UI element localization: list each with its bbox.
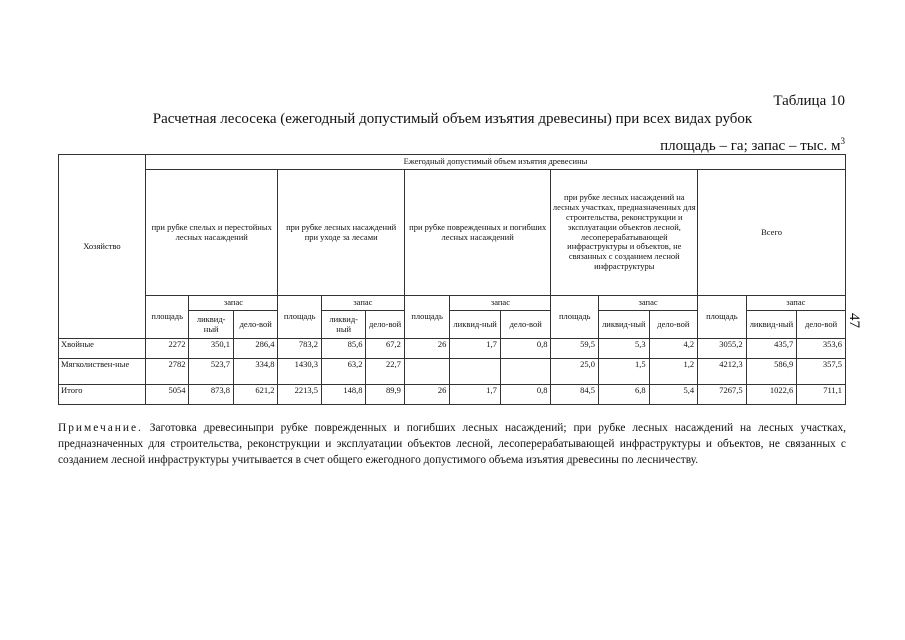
table-cell: 1,5: [599, 359, 650, 385]
stock-header: запас: [450, 296, 551, 311]
liquid-header: ликвид-ный: [321, 311, 366, 339]
table-cell: 435,7: [746, 339, 797, 359]
table-cell: 0,8: [500, 339, 551, 359]
table-cell: 84,5: [551, 385, 599, 405]
table-cell: 1,7: [450, 385, 501, 405]
row-label: Хвойные: [59, 339, 146, 359]
area-header: площадь: [145, 296, 188, 339]
table-cell: 2782: [145, 359, 188, 385]
group-header-mature: при рубке спелых и перестойных лесных насаждений: [145, 170, 277, 296]
page-number: 47: [846, 313, 862, 328]
table-cell: 1,7: [450, 339, 501, 359]
liquid-header: ликвид-ный: [450, 311, 501, 339]
table-row: [59, 385, 846, 405]
table-cell: 25,0: [551, 359, 599, 385]
group-header-care: при рубке лесных насаждений при уходе за лесами: [278, 170, 404, 296]
table-cell: 873,8: [189, 385, 234, 405]
liquid-header: ликвид-ный: [599, 311, 650, 339]
footnote: [58, 420, 846, 468]
area-header: площадь: [551, 296, 599, 339]
area-header: площадь: [278, 296, 321, 339]
table-cell: 67,2: [366, 339, 404, 359]
stock-header: запас: [189, 296, 278, 311]
table-cell: 7267,5: [698, 385, 747, 405]
table-body: [59, 339, 846, 405]
business-header: дело-вой: [649, 311, 698, 339]
top-header: Ежегодный допустимый объем изъятия древесины: [145, 155, 845, 170]
table-row: [59, 339, 846, 359]
table-cell: 22,7: [366, 359, 404, 385]
row-label: Итого: [59, 385, 146, 405]
table-number: Таблица 10: [773, 93, 845, 109]
table-cell: 26: [404, 339, 450, 359]
business-header: дело-вой: [797, 311, 846, 339]
table-cell: 1022,6: [746, 385, 797, 405]
header-row-stock: [59, 296, 846, 311]
table-cell: 4212,3: [698, 359, 747, 385]
area-header: площадь: [698, 296, 747, 339]
header-row-top: [59, 155, 846, 170]
area-header: площадь: [404, 296, 450, 339]
table-cell: 353,6: [797, 339, 846, 359]
table-cell: 1430,3: [278, 359, 321, 385]
table-cell: 89,9: [366, 385, 404, 405]
table-cell: 3055,2: [698, 339, 747, 359]
table-cell: 2213,5: [278, 385, 321, 405]
table-cell: 783,2: [278, 339, 321, 359]
liquid-header: ликвид-ный: [189, 311, 234, 339]
stock-header: запас: [746, 296, 845, 311]
table-cell: 1,2: [649, 359, 698, 385]
table-cell: 148,8: [321, 385, 366, 405]
business-header: дело-вой: [500, 311, 551, 339]
business-header: дело-вой: [233, 311, 278, 339]
table-cell: 357,5: [797, 359, 846, 385]
table-title: Расчетная лесосека (ежегодный допустимый объем изъятия древесины) при всех видах рубок: [152, 111, 753, 127]
table-cell: [500, 359, 551, 385]
table-cell: [404, 359, 450, 385]
table-cell: 0,8: [500, 385, 551, 405]
group-header-damaged: при рубке поврежденных и погибших лесных насаждений: [404, 170, 551, 296]
table-row: [59, 359, 846, 385]
stock-header: запас: [599, 296, 698, 311]
table-cell: 59,5: [551, 339, 599, 359]
business-header: дело-вой: [366, 311, 404, 339]
table-cell: 63,2: [321, 359, 366, 385]
group-header-construction: при рубке лесных насаждений на лесных участках, предназначенных для строительства, реконструкции и эксплуатации объектов лесной, лесоперерабатывающей инфраструктуры и объектов, не связанных с созданием лесной инфраструктуры: [551, 170, 698, 296]
table-cell: [450, 359, 501, 385]
farm-header: Хозяйство: [59, 155, 146, 339]
table-cell: 5,4: [649, 385, 698, 405]
table-cell: 6,8: [599, 385, 650, 405]
footnote-lead: Примечание.: [58, 422, 143, 434]
table-cell: 621,2: [233, 385, 278, 405]
units-text: площадь – га; запас – тыс. м: [660, 138, 841, 154]
units-superscript: 3: [840, 136, 845, 146]
table-cell: 523,7: [189, 359, 234, 385]
row-label: Мягколиствен-ные: [59, 359, 146, 385]
stock-header: запас: [321, 296, 404, 311]
table-cell: 586,9: [746, 359, 797, 385]
table-cell: 5,3: [599, 339, 650, 359]
units-caption: [660, 138, 845, 155]
header-row-groups: [59, 170, 846, 296]
table-cell: 85,6: [321, 339, 366, 359]
liquid-header: ликвид-ный: [746, 311, 797, 339]
table-cell: 2272: [145, 339, 188, 359]
table-cell: 5054: [145, 385, 188, 405]
table-cell: 4,2: [649, 339, 698, 359]
table-cell: 711,1: [797, 385, 846, 405]
table-cell: 334,8: [233, 359, 278, 385]
table-cell: 350,1: [189, 339, 234, 359]
group-header-total: Всего: [698, 170, 846, 296]
harvest-table: [58, 154, 846, 405]
table-cell: 26: [404, 385, 450, 405]
table-cell: 286,4: [233, 339, 278, 359]
footnote-text: Заготовка древесиныпри рубке поврежденных и погибших лесных насаждений; при рубке лесных насаждений на лесных участках, предназначенных для строительства, реконструкции и эксплуатации объектов лесной, лесоперерабатывающей инфраструктуры и объектов, не связанных с созданием лесной инфраструктуры учитывается в счет общего ежегодного допустимого объема изъятия древесины по лесничеству.: [58, 422, 846, 466]
